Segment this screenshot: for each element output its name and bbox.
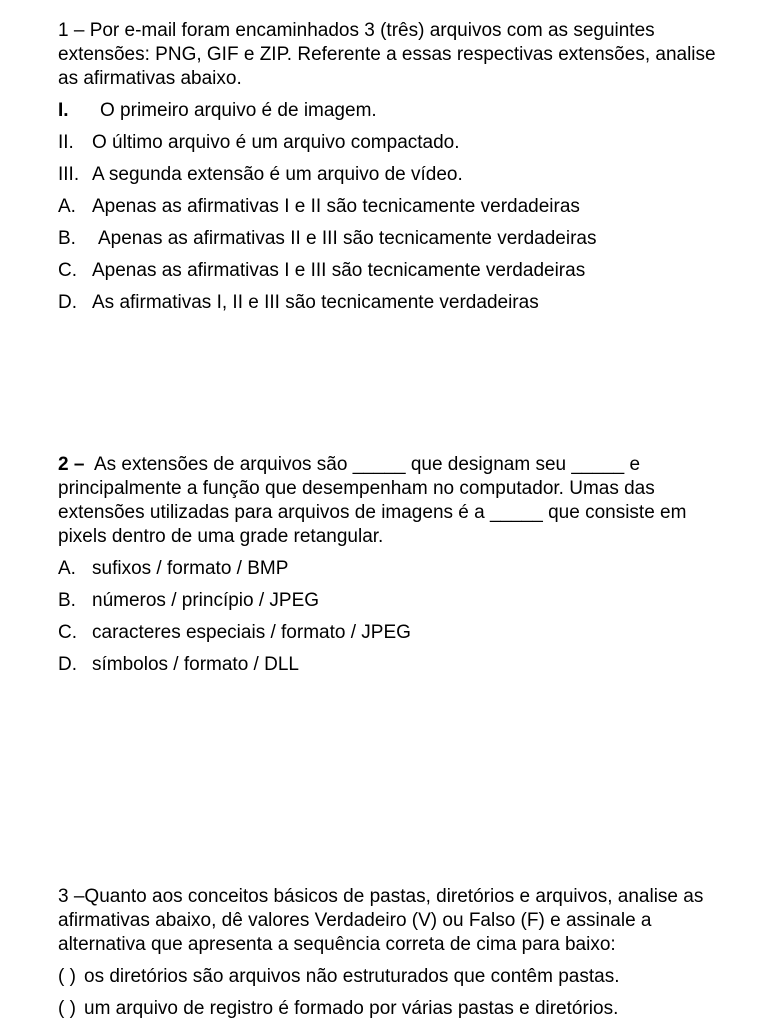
statement-text: um arquivo de registro é formado por várias pastas e diretórios. (84, 998, 619, 1019)
question-1 (58, 19, 738, 315)
statement-marker: III. (58, 164, 80, 185)
option-marker: C. (58, 260, 77, 281)
option-marker: C. (58, 622, 77, 643)
statement-marker: I. (58, 100, 69, 121)
option-text: As afirmativas I, II e III são tecnicamente verdadeiras (92, 292, 539, 313)
option-marker: A. (58, 558, 76, 579)
statement-iii (58, 163, 738, 187)
question-2-text: As extensões de arquivos são _____ que designam seu _____ e principalmente a função que desempenham no computador. Umas das extensões utilizadas para arquivos de imagens é a _____ que consiste em pixels dentro de uma grade retangular. (58, 454, 687, 547)
option-text: Apenas as afirmativas II e III são tecnicamente verdadeiras (98, 228, 597, 249)
option-marker: D. (58, 654, 77, 675)
option-a (58, 195, 738, 219)
statement-text: os diretórios são arquivos não estruturados que contêm pastas. (84, 966, 620, 987)
question-2-stem (58, 453, 738, 549)
statement-2 (58, 997, 738, 1021)
option-c (58, 259, 738, 283)
statement-1 (58, 965, 738, 989)
answer-blank: ( ) (58, 966, 76, 987)
statement-text: A segunda extensão é um arquivo de vídeo. (92, 164, 463, 185)
statement-marker: II. (58, 132, 74, 153)
option-marker: B. (58, 590, 76, 611)
question-3-statements (58, 965, 738, 1021)
option-marker: A. (58, 196, 76, 217)
question-3 (58, 885, 738, 1021)
option-text: números / princípio / JPEG (92, 590, 320, 611)
answer-blank: ( ) (58, 998, 76, 1019)
option-marker: B. (58, 228, 76, 249)
question-3-stem: 3 –Quanto aos conceitos básicos de pastas, diretórios e arquivos, analise as afirmativas abaixo, dê valores Verdadeiro (V) ou Falso (F) e assinale a alternativa que apresenta a sequência correta de cima para baixo: (58, 886, 704, 955)
option-text: caracteres especiais / formato / JPEG (92, 622, 411, 643)
option-text: símbolos / formato / DLL (92, 654, 299, 675)
option-a (58, 557, 738, 581)
statement-text: O primeiro arquivo é de imagem. (100, 100, 377, 121)
option-text: Apenas as afirmativas I e III são tecnicamente verdadeiras (92, 260, 586, 281)
option-marker: D. (58, 292, 77, 313)
option-text: sufixos / formato / BMP (92, 558, 289, 579)
option-d (58, 291, 738, 315)
question-1-stem: 1 – Por e-mail foram encaminhados 3 (três) arquivos com as seguintes extensões: PNG, GIF e ZIP. Referente a essas respectivas extensões, analise as afirmativas abaixo. (58, 20, 716, 89)
option-b (58, 227, 738, 251)
statement-text: O último arquivo é um arquivo compactado. (92, 132, 460, 153)
statement-i (58, 99, 738, 123)
option-text: Apenas as afirmativas I e II são tecnicamente verdadeiras (92, 196, 580, 217)
question-2 (58, 453, 738, 677)
option-b (58, 589, 738, 613)
option-c (58, 621, 738, 645)
option-d (58, 653, 738, 677)
question-2-number: 2 – (58, 454, 85, 475)
statement-ii (58, 131, 738, 155)
